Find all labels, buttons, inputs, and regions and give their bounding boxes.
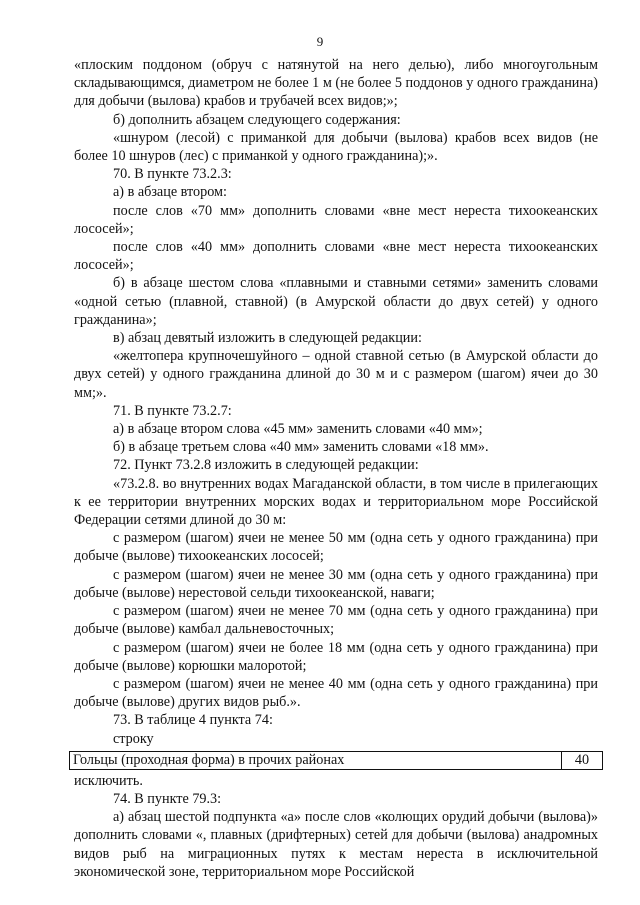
- paragraph: б) в абзаце третьем слова «40 мм» заменить словами «18 мм».: [113, 439, 489, 456]
- paragraph: а) абзац шестой подпункта «а» после слов «колющих орудий добычи (вылова)» дополнить словами «, плавных (дрифтерных) сетей для добычи (вылова) анадромных видов рыб на миграционных путях к местам нереста в исключительной экономической зоне, территориальном море Российской: [74, 809, 598, 880]
- paragraph: 71. В пункте 73.2.7:: [113, 402, 232, 419]
- paragraph: исключить.: [74, 772, 143, 789]
- paragraph: б) в абзаце шестом слова «плавными и ставными сетями» заменить словами «одной сетью (плавной, ставной) (в Амурской области до двух сетей) у одного гражданина»;: [74, 275, 598, 328]
- paragraph: 70. В пункте 73.2.3:: [113, 166, 232, 183]
- paragraph: с размером (шагом) ячеи не менее 30 мм (одна сеть у одного гражданина) при добыче (вылове) нерестовой сельди тихоокеанской, наваги;: [74, 566, 598, 601]
- paragraph: «шнуром (лесой) с приманкой для добычи (вылова) крабов всех видов (не более 10 шнуров (лес) с приманкой у одного гражданина);».: [74, 129, 598, 165]
- paragraph: б) дополнить абзацем следующего содержания:: [113, 111, 401, 128]
- paragraph: с размером (шагом) ячеи не менее 70 мм (одна сеть у одного гражданина) при добыче (вылове) камбал дальневосточных;: [74, 603, 598, 638]
- paragraph: «плоским поддоном (обруч с натянутой на него делью), либо многоугольным складывающимся, диаметром не более 1 м (не более 5 поддонов у одного гражданина) для добычи (вылова) крабов и трубачей всех видов;»;: [74, 57, 598, 110]
- paragraph: 73. В таблице 4 пункта 74:: [113, 712, 273, 729]
- paragraph: а) в абзаце втором слова «45 мм» заменить словами «40 мм»;: [113, 421, 483, 438]
- paragraph: в) абзац девятый изложить в следующей редакции:: [113, 330, 422, 347]
- table-cell-value: 40: [574, 751, 590, 768]
- paragraph: 72. Пункт 73.2.8 изложить в следующей редакции:: [113, 457, 419, 474]
- table-row: [69, 751, 603, 770]
- paragraph: «желтопера крупночешуйного – одной ставной сетью (в Амурской области до двух сетей) у одного гражданина длиной до 30 м и с размером (шагом) ячеи до 30 мм;».: [74, 348, 598, 401]
- table-cell-species: Гольцы (проходная форма) в прочих районах: [70, 752, 562, 769]
- document-body: [74, 56, 598, 881]
- paragraph: после слов «70 мм» дополнить словами «вне мест нереста тихоокеанских лососей»;: [74, 202, 598, 237]
- paragraph: с размером (шагом) ячеи не более 18 мм (одна сеть у одного гражданина) при добыче (вылове) корюшки малоротой;: [74, 639, 598, 674]
- page-number: 9: [316, 34, 324, 49]
- paragraph: а) в абзаце втором:: [113, 184, 227, 201]
- paragraph: с размером (шагом) ячеи не менее 50 мм (одна сеть у одного гражданина) при добыче (вылове) тихоокеанских лососей;: [74, 530, 598, 565]
- paragraphs-after-table: [74, 772, 598, 881]
- paragraph: «73.2.8. во внутренних водах Магаданской области, в том числе в прилегающих к ее территории внутренних морских водах и территориальном море Российской Федерации сетями длиной до 30 м:: [74, 475, 598, 529]
- paragraph: после слов «40 мм» дополнить словами «вне мест нереста тихоокеанских лососей»;: [74, 239, 598, 274]
- paragraphs-before-table: [74, 56, 598, 748]
- paragraph: строку: [113, 730, 154, 747]
- paragraph: 74. В пункте 79.3:: [113, 790, 222, 807]
- paragraph: с размером (шагом) ячеи не менее 40 мм (одна сеть у одного гражданина) при добыче (вылове) других видов рыб.».: [74, 675, 598, 711]
